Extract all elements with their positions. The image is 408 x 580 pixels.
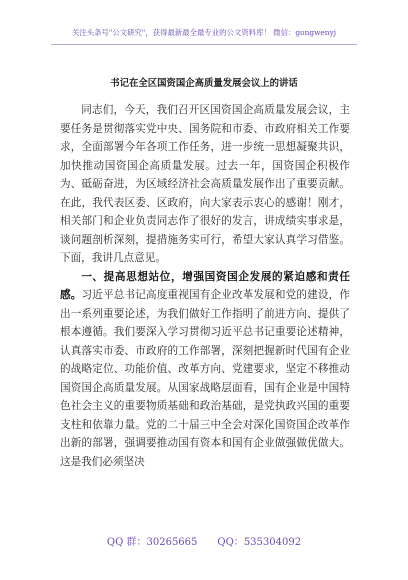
header-banner: 关注头条号"公文研究"，获得最新最全最专业的公文资料库！ 微信：gongwenyj bbox=[71, 28, 337, 37]
document-body bbox=[60, 101, 350, 471]
intro-paragraph: 同志们，今天，我们召开区国资国企高质量发展会议，主要任务是贯彻落实党中央、国务院和市委、市政府相关工作要求，全面部署今年各项工作任务，进一步统一思想凝聚共识，加快推动国资国企高质量发展。过去一年，国资国企积极作为、砥砺奋进，为区域经济社会高质量发展作出了重要贡献。在此，我代表区委、区政府，向大家表示衷心的感谢！刚才，相关部门和企业负责同志作了很好的发言，讲成绩实事求是，谈问题剖析深刻，提措施务实可行，希望大家认真学习借鉴。下面，我讲几点意见。 bbox=[60, 104, 350, 264]
qq-group-number: 30265665 bbox=[146, 537, 198, 548]
document-title: 书记在全区国资国企高质量发展会议上的讲话 bbox=[110, 78, 298, 89]
qq-group-label: QQ 群： bbox=[106, 537, 147, 548]
header-divider bbox=[51, 44, 357, 45]
qq-number: 535304092 bbox=[243, 537, 302, 548]
section-heading: 一、提高思想站位，增强国资国企发展的紧迫感和责任感。 bbox=[60, 270, 350, 301]
section-paragraph bbox=[60, 268, 350, 472]
qq-label: QQ： bbox=[217, 537, 244, 548]
section-body: 习近平总书记高度重视国有企业改革发展和党的建设，作出一系列重要论述，为我们做好工作指明了前进方向、提供了根本遵循。我们要深入学习贯彻习近平总书记重要论述精神，认真落实市委、市政府的工作部署，深刻把握新时代国有企业的战略定位、功能价值、改革方向、党建要求，坚定不移推动国资国企高质量发展。从国家战略层面看，国有企业是中国特色社会主义的重要物质基础和政治基础，是党执政兴国的重要支柱和依靠力量。党的二十届三中全会对深化国资国企改革作出新的部署，强调要推动国有资本和国有企业做强做优做大。这是我们必须坚决 bbox=[60, 289, 351, 468]
footer-contact bbox=[0, 533, 408, 548]
